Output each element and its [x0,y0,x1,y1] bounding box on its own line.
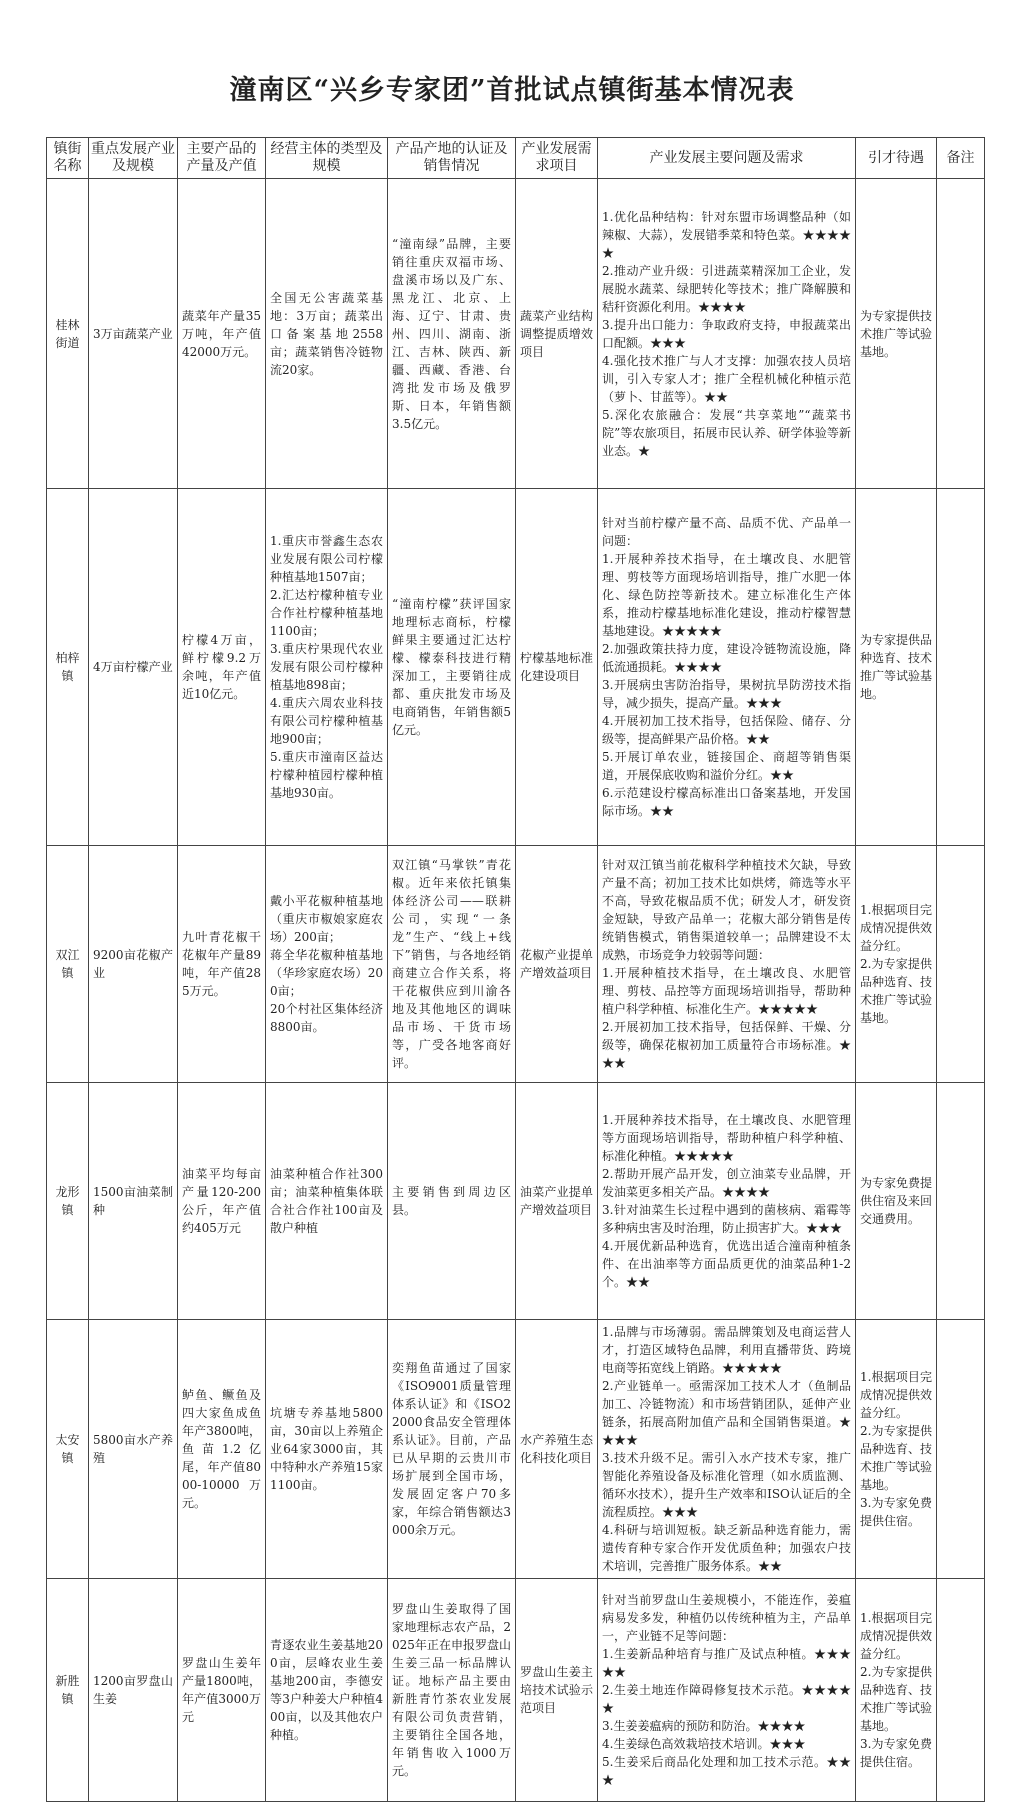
issues-line: 1.开展种养技术指导，在土壤改良、水肥管理等方面现场培训指导，帮助种植户科学种植、标准化种植。★★★★★ [602,1113,851,1163]
issues-line: 3.开展病虫害防治指导，果树抗旱防涝技术指导，减少损失，提高产量。★★★ [602,678,851,710]
issues-line: 4.生姜绿色高效栽培技术培训。★★★ [602,1737,806,1751]
issues-line: 1.开展种养技术指导，在土壤改良、水肥管理、剪枝等方面现场培训指导，推广水肥一体化、绿色防控等新技术。建立标准化生产体系，推动柠檬基地标准化建设，推动柠檬智慧基地建设。★★★★★ [602,552,851,638]
remark-cell [937,846,985,1083]
talent-cell: 为专家提供品种选育、技术推广等试验基地。 [856,489,937,846]
talent-line: 3.为专家免费提供住宿。 [860,1496,932,1528]
project-cell: 柠檬基地标准化建设项目 [516,489,598,846]
issues-line: 4.开展优新品种选育，优选出适合潼南种植条件、在出油率等方面品质更优的油菜品种1-2个。★★ [602,1239,851,1289]
header-town: 镇街名称 [47,138,89,179]
town-cell: 桂林街道 [47,179,89,489]
entities-cell [266,489,388,846]
town-cell: 双江镇 [47,846,89,1083]
issues-line: 1.品牌与市场薄弱。需品牌策划及电商运营人才，打造区域特色品牌，利用直播带货、跨境电商等拓宽线上销路。★★★★★ [602,1325,851,1375]
issues-line: 2.帮助开展产品开发，创立油菜专业品牌，开发油菜更多相关产品。★★★★ [602,1167,851,1199]
talent-line: 1.根据项目完成情况提供效益分红。 [860,1611,933,1661]
talent-line: 3.为专家免费提供住宿。 [860,1737,932,1769]
issues-line: 1.优化品种结构：针对东盟市场调整品种（如辣椒、大蒜），发展错季菜和特色菜。★★★★★ [602,209,851,260]
talent-line: 1.根据项目完成情况提供效益分红。 [860,903,933,953]
remark-cell [937,1579,985,1802]
page-title: 潼南区“兴乡专家团”首批试点镇街基本情况表 [229,75,795,106]
project-cell: 罗盘山生姜主培技术试验示范项目 [516,1579,598,1802]
entities-line: 蒋全华花椒种植基地（华珍家庭农场）200亩； [270,948,383,998]
table-row [47,1083,985,1320]
table-row [47,1579,985,1802]
issues-line: 3.技术升级不足。需引入水产技术专家，推广智能化养殖设备及标准化管理（如水质监测、循环水技术），提升生产效率和ISO认证后的全流程质控。★★★ [602,1451,851,1519]
certification-cell: 罗盘山生姜取得了国家地理标志农产品，2025年正在申报罗盘山生姜三品一标品牌认证。地标产品主要由新胜青竹茶农业发展有限公司负责营销，主要销往全国各地，年销售收入1000万元。 [388,1579,516,1802]
talent-line: 2.为专家提供品种选育、技术推广等试验基地。 [860,1424,933,1492]
industry-cell: 5800亩水产养殖 [89,1320,178,1579]
entities-cell: 全国无公害蔬菜基地：3万亩；蔬菜出口备案基地2558亩；蔬菜销售冷链物流20家。 [266,179,388,489]
issues-line: 针对双江镇当前花椒科学种植技术欠缺，导致产量不高；初加工技术比如烘烤，筛选等水平不高，导致花椒品质不优；研发人才，研发资金短缺，导致产品单一；花椒大部分销售是传统销售模式，销售渠道较单一；品牌建设不太成熟，市场竞争力较弱等问题： [602,858,851,962]
info-table [46,137,985,1802]
issues-line: 针对当前柠檬产量不高、品质不优、产品单一问题： [602,516,851,548]
output-cell: 油菜平均每亩产量120-200公斤，年产值约405万元 [178,1083,266,1320]
issues-cell [598,1579,856,1802]
header-industry: 重点发展产业及规模 [89,138,178,179]
talent-cell [856,1579,937,1802]
entities-cell [266,846,388,1083]
project-cell: 油菜产业提单产增效益项目 [516,1083,598,1320]
talent-line: 1.根据项目完成情况提供效益分红。 [860,1370,933,1420]
output-cell: 柠檬4万亩，鲜柠檬9.2万余吨，年产值近10亿元。 [178,489,266,846]
header-remark: 备注 [937,138,985,179]
issues-line: 1.开展种植技术指导，在土壤改良、水肥管理、剪枝、品控等方面现场培训指导，帮助种植户科学种植、标准化生产。★★★★★ [602,966,851,1016]
certification-cell: 主要销售到周边区县。 [388,1083,516,1320]
issues-line: 2.生姜土地连作障碍修复技术示范。★★★★★ [602,1683,851,1715]
entities-cell: 青逐农业生姜基地200亩，层峰农业生姜基地200亩，李德安等3户种姜大户种植400亩，以及其他农户种植。 [266,1579,388,1802]
certification-cell: “潼南绿”品牌，主要销往重庆双福市场、盘溪市场以及广东、黑龙江、北京、上海、辽宁、甘肃、贵州、四川、湖南、浙江、吉林、陕西、新疆、西藏、香港、台湾批发市场及俄罗斯、日本，年销售额3.5亿元。 [388,179,516,489]
issues-line: 5.生姜采后商品化处理和加工技术示范。★★★ [602,1755,851,1787]
issues-line: 1.生姜新品种培育与推广及试点种植。★★★★★ [602,1647,851,1679]
entities-line: 5.重庆市潼南区益达柠檬种植园柠檬种植基地930亩。 [270,750,383,800]
remark-cell [937,179,985,489]
town-cell: 柏梓镇 [47,489,89,846]
talent-cell: 为专家免费提供住宿及来回交通费用。 [856,1083,937,1320]
table-row [47,489,985,846]
issues-line: 3.生姜姜瘟病的预防和防治。★★★★ [602,1719,806,1733]
town-cell: 太安镇 [47,1320,89,1579]
issues-line: 针对当前罗盘山生姜规模小，不能连作，姜瘟病易发多发，种植仍以传统种植为主，产品单一，产业链不足等问题： [602,1593,851,1643]
issues-line: 3.针对油菜生长过程中遇到的菌核病、霜霉等多种病虫害及时治理，防止损害扩大。★★★ [602,1203,851,1235]
talent-cell [856,1320,937,1579]
header-talent: 引才待遇 [856,138,937,179]
header-project: 产业发展需求项目 [516,138,598,179]
table-header-row [47,138,985,179]
entities-cell: 坑塘专养基地5800亩，30亩以上养殖企业64家3000亩，其中特种水产养殖15家1100亩。 [266,1320,388,1579]
remark-cell [937,489,985,846]
issues-cell [598,846,856,1083]
issues-line: 6.示范建设柠檬高标准出口备案基地，开发国际市场。★★ [602,786,851,818]
output-cell: 蔬菜年产量35万吨，年产值42000万元。 [178,179,266,489]
project-cell: 花椒产业提单产增效益项目 [516,846,598,1083]
output-cell: 九叶青花椒干花椒年产量89吨，年产值285万元。 [178,846,266,1083]
output-cell: 鲈鱼、鳜鱼及四大家鱼成鱼年产3800吨，鱼苗1.2亿尾，年产值8000-10000万元。 [178,1320,266,1579]
issues-line: 2.加强政策扶持力度，建设冷链物流设施，降低流通损耗。★★★★ [602,642,851,674]
remark-cell [937,1083,985,1320]
talent-line: 2.为专家提供品种选育、技术推广等试验基地。 [860,1665,933,1733]
issues-cell [598,179,856,489]
remark-cell [937,1320,985,1579]
entities-cell: 油菜种植合作社300亩；油菜种植集体联合社合作社100亩及散户种植 [266,1083,388,1320]
issues-cell [598,1083,856,1320]
industry-cell: 1200亩罗盘山生姜 [89,1579,178,1802]
issues-line: 4.开展初加工技术指导，包括保险、储存、分级等，提高鲜果产品价格。★★ [602,714,851,746]
entities-line: 1.重庆市誉鑫生态农业发展有限公司柠檬种植基地1507亩； [270,534,383,584]
certification-cell: 奕翔鱼苗通过了国家《ISO9001质量管理体系认证》和《ISO22000食品安全管理体系认证》。目前，产品已从早期的云贵川市场扩展到全国市场，发展固定客户70多家，年综合销售额达3000余万元。 [388,1320,516,1579]
talent-cell: 为专家提供技术推广等试验基地。 [856,179,937,489]
town-cell: 龙形镇 [47,1083,89,1320]
town-cell: 新胜镇 [47,1579,89,1802]
issues-cell [598,489,856,846]
header-entities: 经营主体的类型及规模 [266,138,388,179]
issues-line: 3.提升出口能力：争取政府支持，申报蔬菜出口配额。★★★ [602,317,851,350]
entities-line: 3.重庆柠果现代农业发展有限公司柠檬种植基地898亩； [270,642,383,692]
issues-line: 5.开展订单农业，链接国企、商超等销售渠道，开展保底收购和溢价分红。★★ [602,750,851,782]
talent-line: 2.为专家提供品种选育、技术推广等试验基地。 [860,957,933,1025]
project-cell: 蔬菜产业结构调整提质增效项目 [516,179,598,489]
project-cell: 水产养殖生态化科技化项目 [516,1320,598,1579]
industry-cell: 3万亩蔬菜产业 [89,179,178,489]
output-cell: 罗盘山生姜年产量1800吨，年产值3000万元 [178,1579,266,1802]
entities-line: 4.重庆六周农业科技有限公司柠檬种植基地900亩； [270,696,383,746]
issues-line: 2.开展初加工技术指导，包括保鲜、干燥、分级等，确保花椒初加工质量符合市场标准。★★★ [602,1020,851,1070]
talent-cell [856,846,937,1083]
table-row [47,846,985,1083]
certification-cell: “潼南柠檬”获评国家地理标志商标，柠檬鲜果主要通过汇达柠檬、檬泰科技进行精深加工，主要销往成都、重庆批发市场及电商销售，年销售额5亿元。 [388,489,516,846]
table-row [47,1320,985,1579]
issues-line: 2.推动产业升级：引进蔬菜精深加工企业，发展脱水蔬菜、绿肥转化等技术；推广降解膜和秸秆资源化利用。★★★★ [602,263,851,314]
issues-line: 4.科研与培训短板。缺乏新品种选育能力，需遗传育种专家合作开发优质鱼种；加强农户技术培训，完善推广服务体系。★★ [602,1523,851,1573]
header-output: 主要产品的产量及产值 [178,138,266,179]
header-issues: 产业发展主要问题及需求 [598,138,856,179]
industry-cell: 4万亩柠檬产业 [89,489,178,846]
industry-cell: 9200亩花椒产业 [89,846,178,1083]
issues-line: 2.产业链单一。亟需深加工技术人才（鱼制品加工、冷链物流）和市场营销团队，延伸产业链条，拓展高附加值产品和全国销售渠道。★★★★ [602,1379,851,1447]
entities-line: 戴小平花椒种植基地（重庆市椒娘家庭农场）200亩； [270,894,383,944]
industry-cell: 1500亩油菜制种 [89,1083,178,1320]
issues-cell [598,1320,856,1579]
issues-line: 5.深化农旅融合：发展“共享菜地”“蔬菜书院”等农旅项目，拓展市民认养、研学体验等新业态。★ [602,407,851,458]
table-row [47,179,985,489]
entities-line: 20个村社区集体经济8800亩。 [270,1002,383,1034]
entities-line: 2.汇达柠檬种植专业合作社柠檬种植基地1100亩； [270,588,383,638]
header-certification: 产品产地的认证及销售情况 [388,138,516,179]
certification-cell: 双江镇“马掌铁”青花椒。近年来依托镇集体经济公司——联耕公司，实现“一条龙”生产、“线上+线下”销售，与各地经销商建立合作关系，将干花椒供应到川渝各地及其他地区的调味品市场、干货市场等，广受各地客商好评。 [388,846,516,1083]
issues-line: 4.强化技术推广与人才支撑：加强农技人员培训，引入专家人才；推广全程机械化种植示范（萝卜、甘蓝等）。★★ [602,353,851,404]
